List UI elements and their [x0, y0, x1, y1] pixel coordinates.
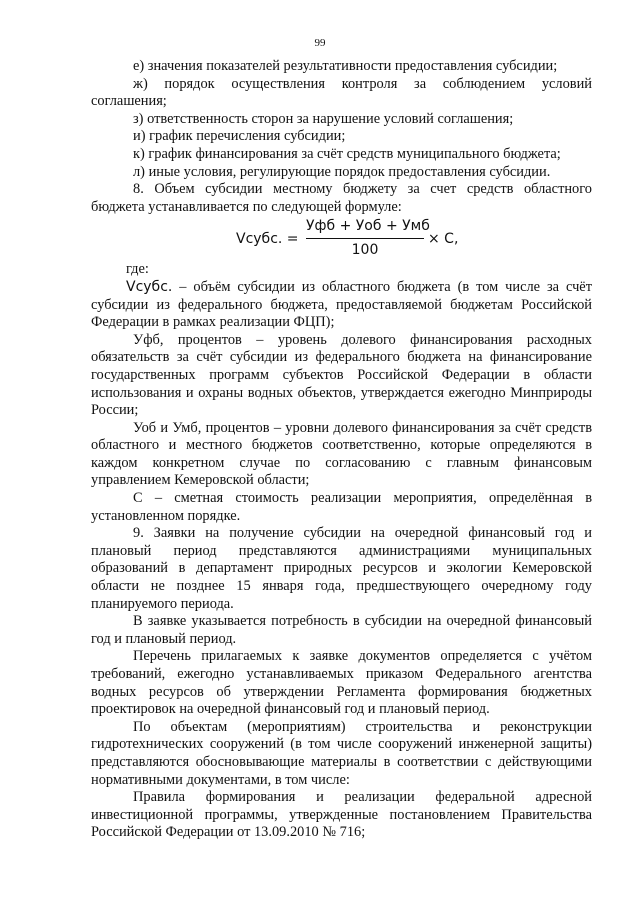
- paragraph-document-list: Перечень прилагаемых к заявке документов определяется с учётом требований, ежегодно устанавливаемых приказом Федерального агентства водных ресурсов об утверждении Регламента формирования бюджетных проектировок на очередной финансовый год и плановый период.: [91, 648, 592, 718]
- definition-vsubs: [91, 279, 592, 332]
- paragraph-item-8: 8. Объем субсидии местному бюджету за счет средств областного бюджета устанавливается по следующей формуле:: [91, 181, 592, 215]
- definition-c: С – сметная стоимость реализации мероприятия, определённая в установленном порядке.: [91, 490, 592, 524]
- list-item-zh: ж) порядок осуществления контроля за соблюдением условий соглашения;: [91, 75, 592, 110]
- vsubs-symbol: Vсубс.: [126, 278, 173, 295]
- list-item-i: и) график перечисления субсидии;: [133, 128, 346, 145]
- formula-numerator: Уфб + Уоб + Умб: [306, 218, 424, 239]
- paragraph-need: В заявке указывается потребность в субсидии на очередной финансовый год и плановый период.: [91, 613, 592, 647]
- where-label: где:: [126, 261, 149, 278]
- paragraph-item-9: 9. Заявки на получение субсидии на очередной финансовый год и плановый период представляются администрациями муниципальных образований в департамент природных ресурсов и экологии Кемеровской области не позднее 15 января года, предшествующего очередному году планируемого периода.: [91, 525, 592, 612]
- document-body: [91, 58, 592, 842]
- list-item-e: е) значения показателей результативности предоставления субсидии;: [133, 58, 558, 74]
- definition-uob-umb: Уоб и Умб, процентов – уровни долевого финансирования за счёт средств областного и местного бюджетов соответственно, которые определяются в каждом конкретном случае по согласованию с главным финансовым управлением Кемеровской области;: [91, 419, 592, 489]
- formula-denominator: 100: [351, 241, 379, 258]
- subsidy-formula: [91, 218, 592, 260]
- vsubs-definition-text: – объём субсидии из областного бюджета (в том числе за счёт субсидии из федерального бюджета, предоставляемой бюджетам Российской Федерации в рамках реализации ФЦП);: [91, 278, 592, 331]
- definition-ufb: Уфб, процентов – уровень долевого финансирования расходных обязательств за счёт субсидии из федерального бюджета на финансирование государственных программ субъектов Российской Федерации в области использования и охраны водных объектов, утверждается ежегодно Минприроды России;: [91, 331, 592, 419]
- list-item-k: к) график финансирования за счёт средств муниципального бюджета;: [133, 145, 561, 162]
- formula-fraction: [306, 218, 430, 259]
- formula-rhs: × C,: [428, 231, 459, 248]
- paragraph-rules: Правила формирования и реализации федеральной адресной инвестиционной программы, утвержденные постановлением Правительства Российской Федерации от 13.09.2010 № 716;: [91, 789, 592, 841]
- page-number: 99: [314, 37, 326, 49]
- formula-lhs: Vсубс. =: [236, 231, 299, 248]
- list-item-z: з) ответственность сторон за нарушение условий соглашения;: [133, 110, 514, 127]
- paragraph-objects: По объектам (мероприятиям) строительства и реконструкции гидротехнических сооружений (в том числе сооружений инженерной защиты) представляются обосновывающие материалы в соответствии с действующими нормативными документами, в том числе:: [91, 718, 592, 788]
- list-item-l: л) иные условия, регулирующие порядок предоставления субсидии.: [133, 163, 551, 180]
